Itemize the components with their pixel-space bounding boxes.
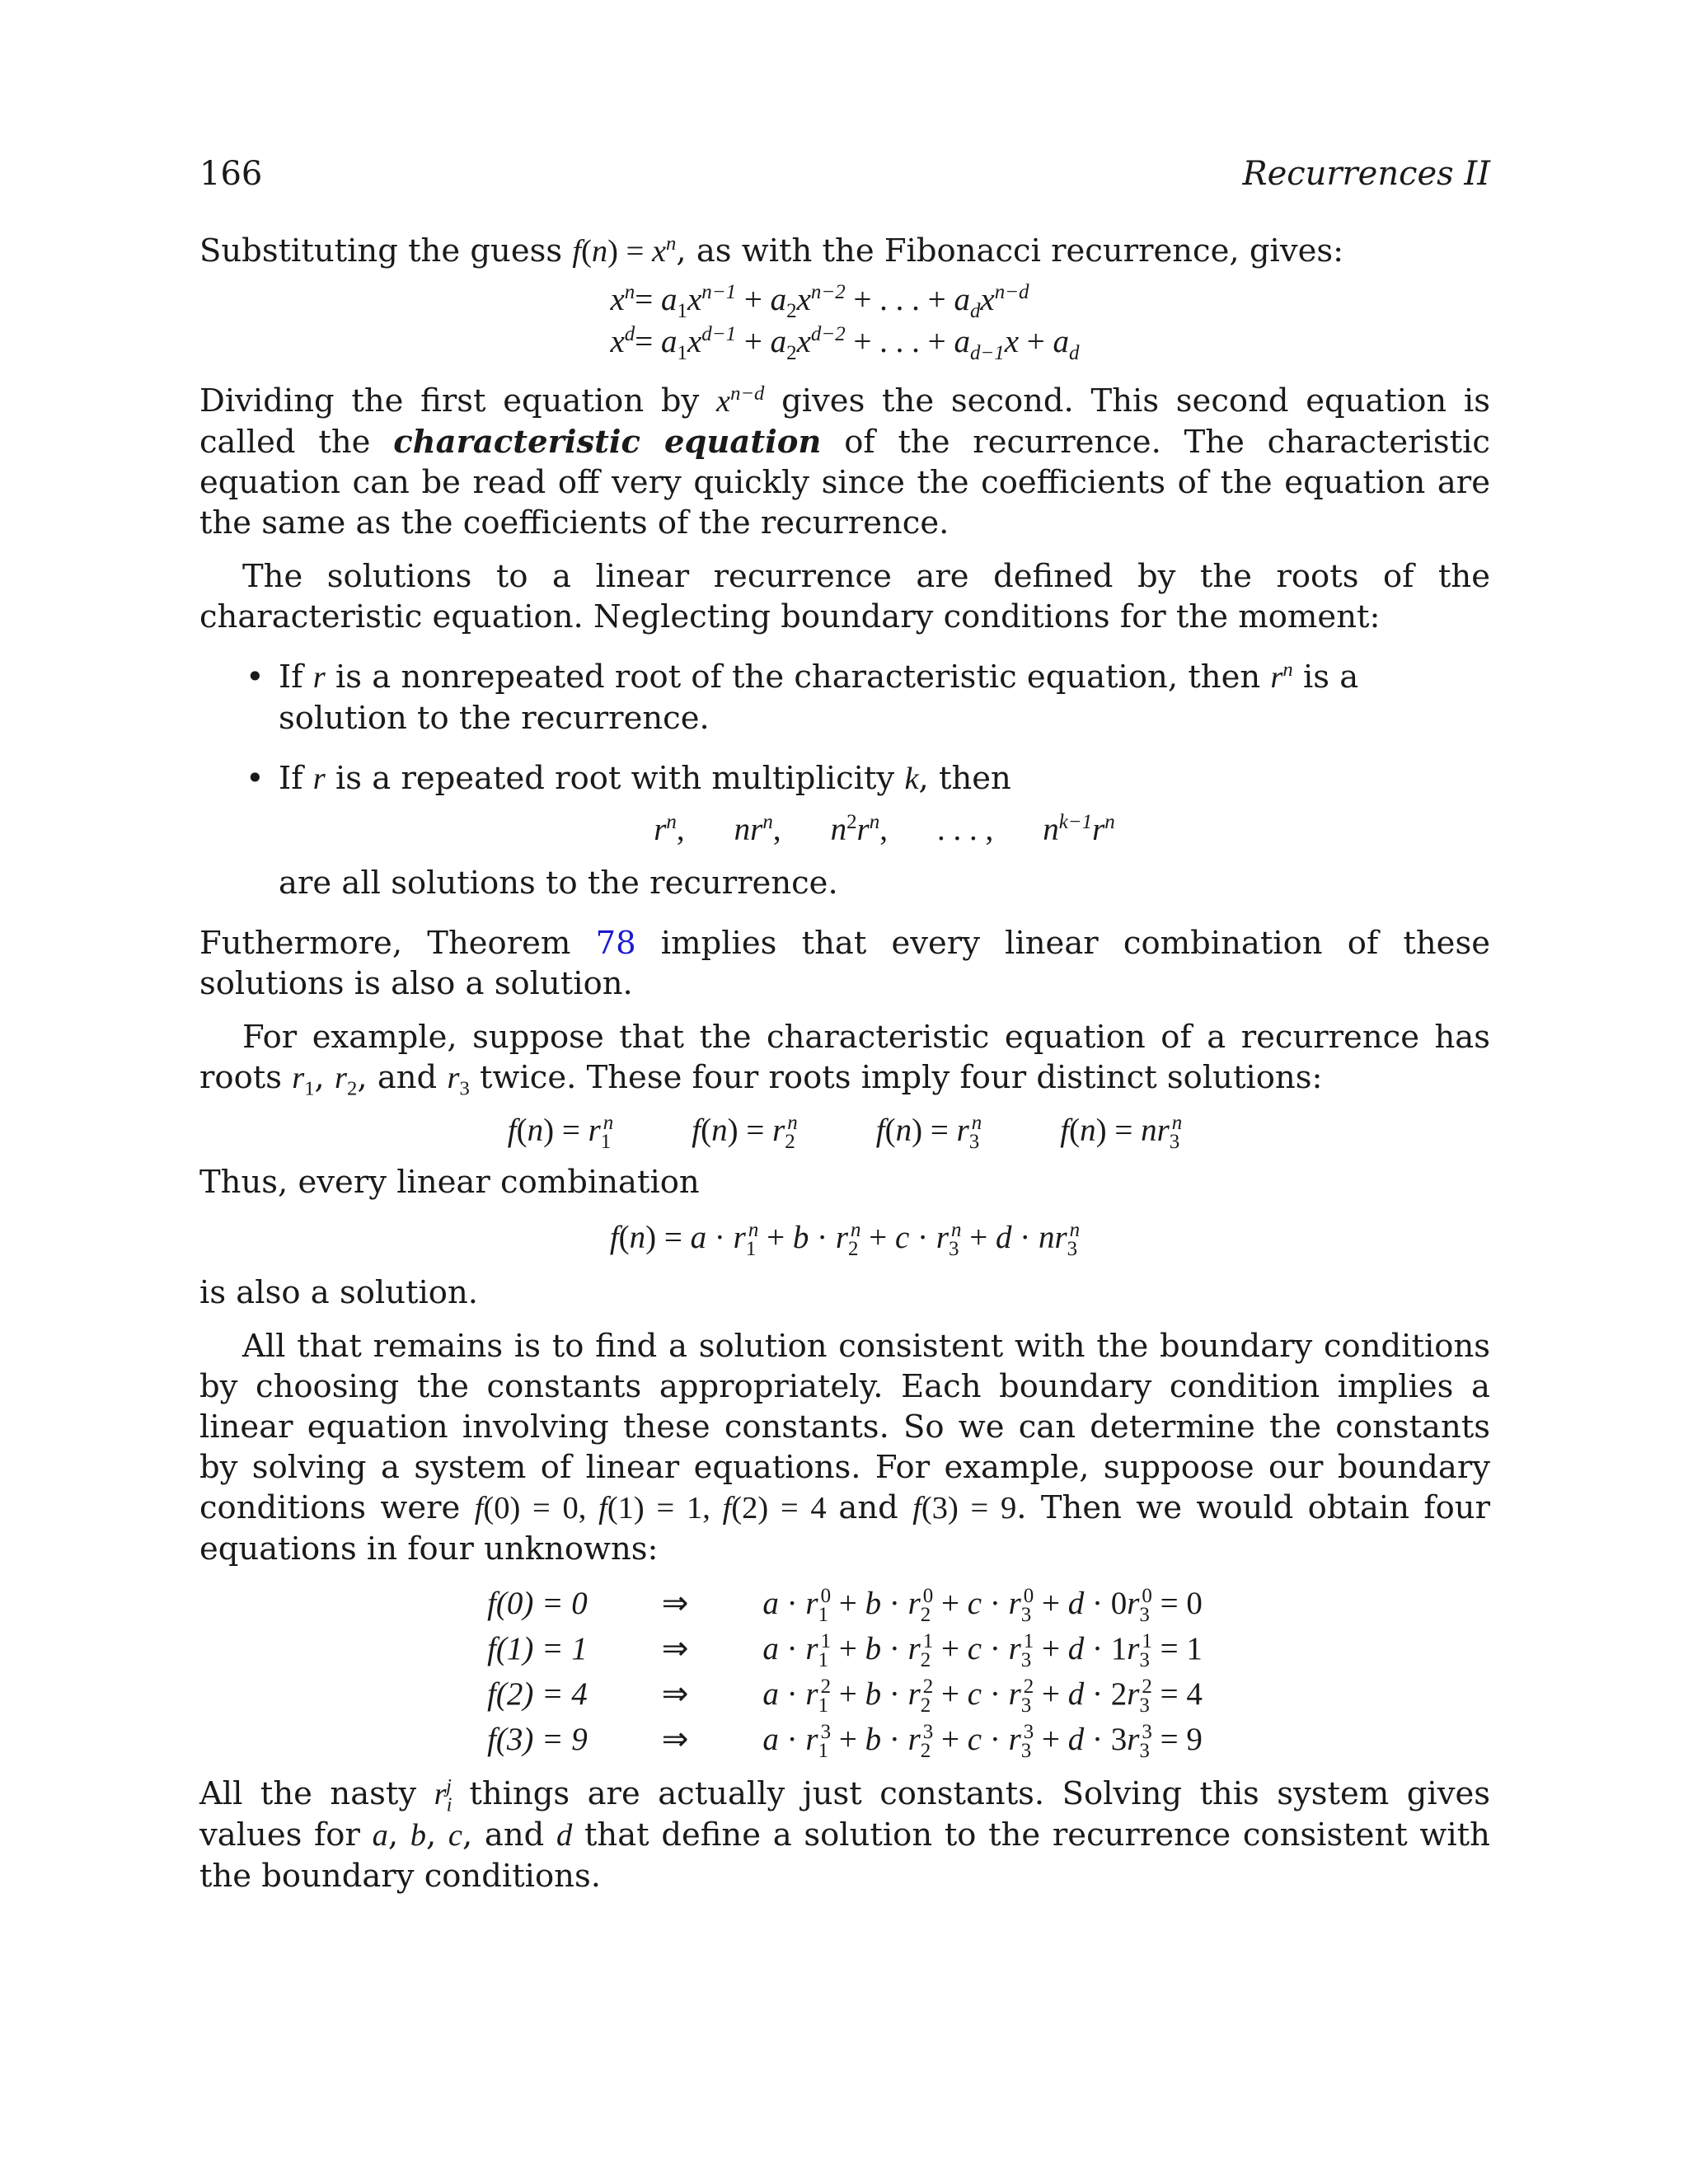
- paragraph: Thus, every linear combination: [199, 1164, 700, 1201]
- system-row: f(2) = 4 ⇒ $a \cdot r_1^2 + b \cdot r_2^2 + c \cdot r_3^2 + d \cdot 2r_3^2 = 4$: [487, 1675, 1203, 1717]
- equation-system: [487, 1581, 1203, 1762]
- paragraph: All the nasty $r_i^j$ things are actually just constants. Solving this system gives values for a, b, c, and d that define a solution to the recurrence consistent with the boundary conditions.: [199, 1775, 1490, 1895]
- system-row: f(3) = 9 ⇒ $a \cdot r_1^3 + b \cdot r_2^3 + c \cdot r_3^3 + d \cdot 3r_3^3 = 9$: [487, 1721, 1203, 1762]
- paragraph: Substituting the guess $f(n) = x^n$, as with the Fibonacci recurrence, gives:: [199, 232, 1344, 269]
- theorem-link[interactable]: 78: [595, 925, 636, 962]
- list-item: • If r is a repeated root with multiplicity k, then $r^n$, $nr^n$, $n^2r^n$, . . . , $n^{k-1}r^n$ are all solutions to the recurrence.: [199, 758, 1490, 903]
- paragraph: The solutions to a linear recurrence are defined by the roots of the characteristic equation. Neglecting boundary conditions for the moment:: [199, 558, 1490, 635]
- display-equation: $x^n$ = $a_1x^{n-1} + a_2x^{n-2}$ + . . . + $a_dx^{n-d}$ $x^d$ = $a_1x^{d-1} + a_2x^{d-2}$ + . . . + $a_{d-1}x + a_d$: [610, 281, 1080, 364]
- display-equation: $f(n) = r_1^n$ $f(n) = r_2^n$ $f(n) = r_3^n$ $f(n) = nr_3^n$: [507, 1112, 1183, 1153]
- display-equation: $f(n) = a \cdot r_1^n + b \cdot r_2^n + c \cdot r_3^n + d \cdot nr_3^n$: [609, 1219, 1081, 1260]
- system-row: f(0) = 0 ⇒ $a \cdot r_1^0 + b \cdot r_2^0 + c \cdot r_3^0 + d \cdot 0r_3^0 = 0$: [487, 1585, 1203, 1626]
- running-header: [199, 155, 1490, 198]
- defined-term: characteristic equation: [393, 424, 822, 461]
- bullet-list: [199, 657, 1490, 903]
- paragraph: is also a solution.: [199, 1274, 478, 1311]
- paragraph: Futhermore, Theorem 78 implies that every linear combination of these solutions is also a solution.: [199, 925, 1490, 1002]
- chapter-title: Recurrences II: [1242, 155, 1490, 193]
- paragraph: All that remains is to find a solution consistent with the boundary conditions by choosing the constants appropriately. Each boundary condition implies a linear equation involving these constants. So we can determine the constants by solving a system of linear equations. For example, suppoose our boundary conditions were f(0) = 0, f(1) = 1, f(2) = 4 and f(3) = 9. Then we would obtain four equations in four unknowns:: [199, 1328, 1490, 1568]
- display-equation: $r^n$, $nr^n$, $n^2r^n$, . . . , $n^{k-1}r^n$: [654, 811, 1115, 847]
- paragraph: For example, suppose that the characteristic equation of a recurrence has roots $r_1$, $r_2$, and $r_3$ twice. These four roots imply four distinct solutions:: [199, 1019, 1490, 1100]
- page-body: [199, 231, 1490, 1896]
- list-item: • If r is a nonrepeated root of the characteristic equation, then $r^n$ is a solution to the recurrence.: [246, 658, 1359, 737]
- page-number: 166: [199, 155, 263, 193]
- system-row: f(1) = 1 ⇒ $a \cdot r_1^1 + b \cdot r_2^1 + c \cdot r_3^1 + d \cdot 1r_3^1 = 1$: [487, 1630, 1203, 1671]
- paragraph: Dividing the first equation by $x^{n-d}$ gives the second. This second equation is called the characteristic equation of the recurrence. The characteristic equation can be read off very quickly since the coefficients of the equation are the same as the coefficients of the recurrence.: [199, 382, 1490, 541]
